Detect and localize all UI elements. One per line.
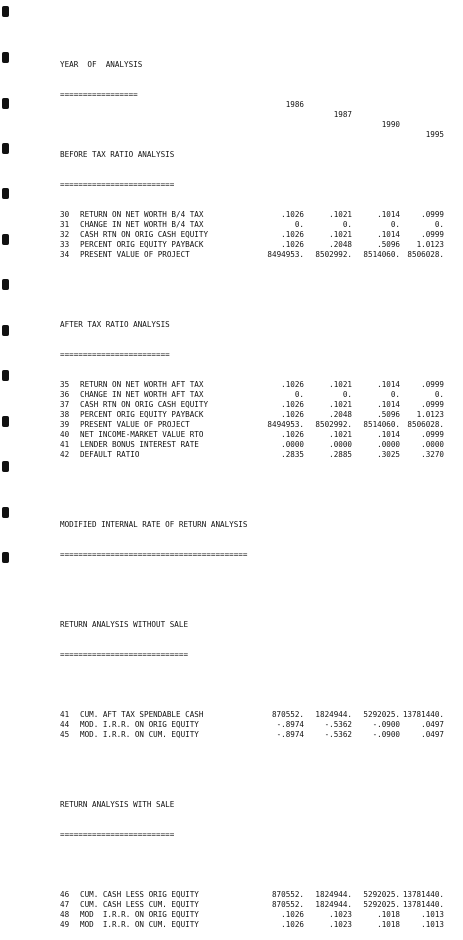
row-label: RETURN ON NET WORTH B/4 TAX xyxy=(80,210,204,219)
binder-hole xyxy=(2,507,9,518)
section-title: AFTER TAX RATIO ANALYSIS xyxy=(60,320,170,329)
cell-value: .0999 xyxy=(421,230,444,239)
cell-value: 5292025. xyxy=(363,900,400,909)
binder-hole xyxy=(2,143,9,154)
table-row xyxy=(60,420,452,430)
cell-value: .2835 xyxy=(281,450,304,459)
cell-value: .1014 xyxy=(377,380,400,389)
line-number: 41 xyxy=(60,710,70,719)
cell-value: .0999 xyxy=(421,380,444,389)
cell-value: 8514060. xyxy=(363,420,400,429)
row-label: CUM. AFT TAX SPENDABLE CASH xyxy=(80,710,204,719)
cell-value: 870552. xyxy=(271,890,304,899)
year-header: 1990 xyxy=(381,120,400,129)
cell-value: -.5362 xyxy=(324,730,352,739)
after-tax-table xyxy=(60,380,452,460)
line-number: 30 xyxy=(60,210,70,219)
cell-value: .2048 xyxy=(329,240,352,249)
cell-value: 8494953. xyxy=(267,250,304,259)
binder-hole xyxy=(2,325,9,336)
cell-value: .0497 xyxy=(421,730,444,739)
cell-value: 0. xyxy=(342,220,352,229)
line-number: 39 xyxy=(60,420,70,429)
line-number: 36 xyxy=(60,390,70,399)
binder-hole xyxy=(2,188,9,199)
table-row xyxy=(60,720,452,730)
cell-value: .1021 xyxy=(329,230,352,239)
line-number: 44 xyxy=(60,720,70,729)
title-underline: ================= xyxy=(60,90,138,99)
cell-value: .2885 xyxy=(329,450,352,459)
cell-value: 0. xyxy=(434,220,444,229)
cell-value: -.0900 xyxy=(372,730,400,739)
line-number: 48 xyxy=(60,910,70,919)
cell-value: .1013 xyxy=(421,920,444,929)
cell-value: 5292025. xyxy=(363,710,400,719)
line-number: 31 xyxy=(60,220,70,229)
table-row xyxy=(60,450,452,460)
section-title: RETURN ANALYSIS WITH SALE xyxy=(60,800,175,809)
cell-value: .1026 xyxy=(281,430,304,439)
table-row xyxy=(60,730,452,740)
cell-value: .0999 xyxy=(421,400,444,409)
cell-value: .2048 xyxy=(329,410,352,419)
binder-hole xyxy=(2,279,9,290)
year-header: 1987 xyxy=(333,110,352,119)
cell-value: .1021 xyxy=(329,400,352,409)
cell-value: 0. xyxy=(294,220,304,229)
cell-value: .0497 xyxy=(421,720,444,729)
cell-value: 8494953. xyxy=(267,420,304,429)
cell-value: 1.0123 xyxy=(416,410,444,419)
binder-hole xyxy=(2,461,9,472)
cell-value: .5096 xyxy=(377,410,400,419)
table-row xyxy=(60,230,452,240)
line-number: 32 xyxy=(60,230,70,239)
table-row xyxy=(60,440,452,450)
row-label: MOD. I.R.R. ON ORIG EQUITY xyxy=(80,720,199,729)
cell-value: .0000 xyxy=(281,440,304,449)
cell-value: 1824944. xyxy=(315,900,352,909)
table-row xyxy=(60,910,452,920)
row-label: CHANGE IN NET WORTH B/4 TAX xyxy=(80,220,204,229)
section-underline: ========================================= xyxy=(60,550,248,559)
line-number: 49 xyxy=(60,920,70,929)
row-label: PRESENT VALUE OF PROJECT xyxy=(80,420,190,429)
table-row xyxy=(60,890,452,900)
page-title: YEAR OF ANALYSIS xyxy=(60,60,143,69)
row-label: NET INCOME-MARKET VALUE RTO xyxy=(80,430,204,439)
line-number: 34 xyxy=(60,250,70,259)
cell-value: .1026 xyxy=(281,910,304,919)
cell-value: .1026 xyxy=(281,920,304,929)
section-title: MODIFIED INTERNAL RATE OF RETURN ANALYSIS xyxy=(60,520,248,529)
row-label: LENDER BONUS INTEREST RATE xyxy=(80,440,199,449)
cell-value: 1.0123 xyxy=(416,240,444,249)
cell-value: .3025 xyxy=(377,450,400,459)
row-label: CUM. CASH LESS CUM. EQUITY xyxy=(80,900,199,909)
section-underline: ========================= xyxy=(60,830,175,839)
row-label: PERCENT ORIG EQUITY PAYBACK xyxy=(80,410,204,419)
binder-holes xyxy=(0,0,12,599)
section-title: RETURN ANALYSIS WITHOUT SALE xyxy=(60,620,189,629)
table-row xyxy=(60,430,452,440)
section-underline: ======================== xyxy=(60,350,170,359)
cell-value: .1026 xyxy=(281,400,304,409)
before-tax-table xyxy=(60,210,452,260)
line-number: 41 xyxy=(60,440,70,449)
year-header: 1995 xyxy=(425,130,444,139)
table-row xyxy=(60,210,452,220)
analysis-printout xyxy=(60,30,452,940)
year-header: 1986 xyxy=(285,100,304,109)
binder-hole xyxy=(2,234,9,245)
cell-value: -.8974 xyxy=(276,730,304,739)
cell-value: .1021 xyxy=(329,210,352,219)
row-label: MOD. I.R.R. ON CUM. EQUITY xyxy=(80,730,199,739)
cell-value: .1021 xyxy=(329,380,352,389)
cell-value: 8514060. xyxy=(363,250,400,259)
section-underline: ============================ xyxy=(60,650,189,659)
cell-value: .1026 xyxy=(281,240,304,249)
section-underline: ========================= xyxy=(60,180,175,189)
line-number: 47 xyxy=(60,900,70,909)
header-underline-row xyxy=(60,80,452,139)
line-number: 46 xyxy=(60,890,70,899)
row-label: PRESENT VALUE OF PROJECT xyxy=(80,250,190,259)
cell-value: .3270 xyxy=(421,450,444,459)
row-label: MOD I.R.R. ON CUM. EQUITY xyxy=(80,920,199,929)
line-number: 33 xyxy=(60,240,70,249)
cell-value: .1023 xyxy=(329,920,352,929)
row-label: PERCENT ORIG EQUITY PAYBACK xyxy=(80,240,204,249)
line-number: 35 xyxy=(60,380,70,389)
binder-hole xyxy=(2,370,9,381)
table-row xyxy=(60,380,452,390)
line-number: 38 xyxy=(60,410,70,419)
cell-value: 0. xyxy=(294,390,304,399)
cell-value: 8506028. xyxy=(407,420,444,429)
table-row xyxy=(60,250,452,260)
binder-hole xyxy=(2,552,9,563)
row-label: MOD I.R.R. ON ORIG EQUITY xyxy=(80,910,199,919)
line-number: 40 xyxy=(60,430,70,439)
table-row xyxy=(60,900,452,910)
cell-value: .1023 xyxy=(329,910,352,919)
cell-value: .0000 xyxy=(329,440,352,449)
row-label: CASH RTN ON ORIG CASH EQUITY xyxy=(80,230,209,239)
cell-value: 0. xyxy=(390,390,400,399)
table-row xyxy=(60,920,452,930)
cell-value: 0. xyxy=(390,220,400,229)
binder-hole xyxy=(2,6,9,17)
cell-value: .1014 xyxy=(377,230,400,239)
without-sale-table xyxy=(60,710,452,740)
binder-hole xyxy=(2,52,9,63)
cell-value: 1824944. xyxy=(315,710,352,719)
cell-value: .1026 xyxy=(281,380,304,389)
row-label: DEFAULT RATIO xyxy=(80,450,140,459)
cell-value: 8506028. xyxy=(407,250,444,259)
cell-value: .1014 xyxy=(377,210,400,219)
cell-value: 13781440. xyxy=(402,890,444,899)
line-number: 45 xyxy=(60,730,70,739)
cell-value: .1018 xyxy=(377,920,400,929)
row-label: CUM. CASH LESS ORIG EQUITY xyxy=(80,890,199,899)
cell-value: 13781440. xyxy=(402,900,444,909)
binder-hole xyxy=(2,416,9,427)
table-row xyxy=(60,390,452,400)
cell-value: -.0900 xyxy=(372,720,400,729)
line-number: 42 xyxy=(60,450,70,459)
cell-value: .1014 xyxy=(377,400,400,409)
line-number: 37 xyxy=(60,400,70,409)
table-row xyxy=(60,410,452,420)
cell-value: .1021 xyxy=(329,430,352,439)
cell-value: 1824944. xyxy=(315,890,352,899)
cell-value: .1014 xyxy=(377,430,400,439)
table-row xyxy=(60,710,452,720)
cell-value: .1026 xyxy=(281,230,304,239)
cell-value: 5292025. xyxy=(363,890,400,899)
cell-value: 13781440. xyxy=(402,710,444,719)
cell-value: .1018 xyxy=(377,910,400,919)
row-label: CHANGE IN NET WORTH AFT TAX xyxy=(80,390,204,399)
table-row xyxy=(60,240,452,250)
section-title: BEFORE TAX RATIO ANALYSIS xyxy=(60,150,175,159)
binder-hole xyxy=(2,98,9,109)
cell-value: 8502992. xyxy=(315,420,352,429)
cell-value: .0999 xyxy=(421,430,444,439)
table-row xyxy=(60,220,452,230)
cell-value: -.5362 xyxy=(324,720,352,729)
cell-value: -.8974 xyxy=(276,720,304,729)
cell-value: 870552. xyxy=(271,900,304,909)
cell-value: .0000 xyxy=(421,440,444,449)
table-row xyxy=(60,400,452,410)
cell-value: .1013 xyxy=(421,910,444,919)
cell-value: .0000 xyxy=(377,440,400,449)
row-label: RETURN ON NET WORTH AFT TAX xyxy=(80,380,204,389)
cell-value: .0999 xyxy=(421,210,444,219)
cell-value: 8502992. xyxy=(315,250,352,259)
cell-value: 870552. xyxy=(271,710,304,719)
cell-value: .1026 xyxy=(281,410,304,419)
cell-value: 0. xyxy=(434,390,444,399)
cell-value: 0. xyxy=(342,390,352,399)
cell-value: .1026 xyxy=(281,210,304,219)
row-label: CASH RTN ON ORIG CASH EQUITY xyxy=(80,400,209,409)
with-sale-table xyxy=(60,890,452,930)
cell-value: .5096 xyxy=(377,240,400,249)
header-title-row xyxy=(60,50,452,69)
